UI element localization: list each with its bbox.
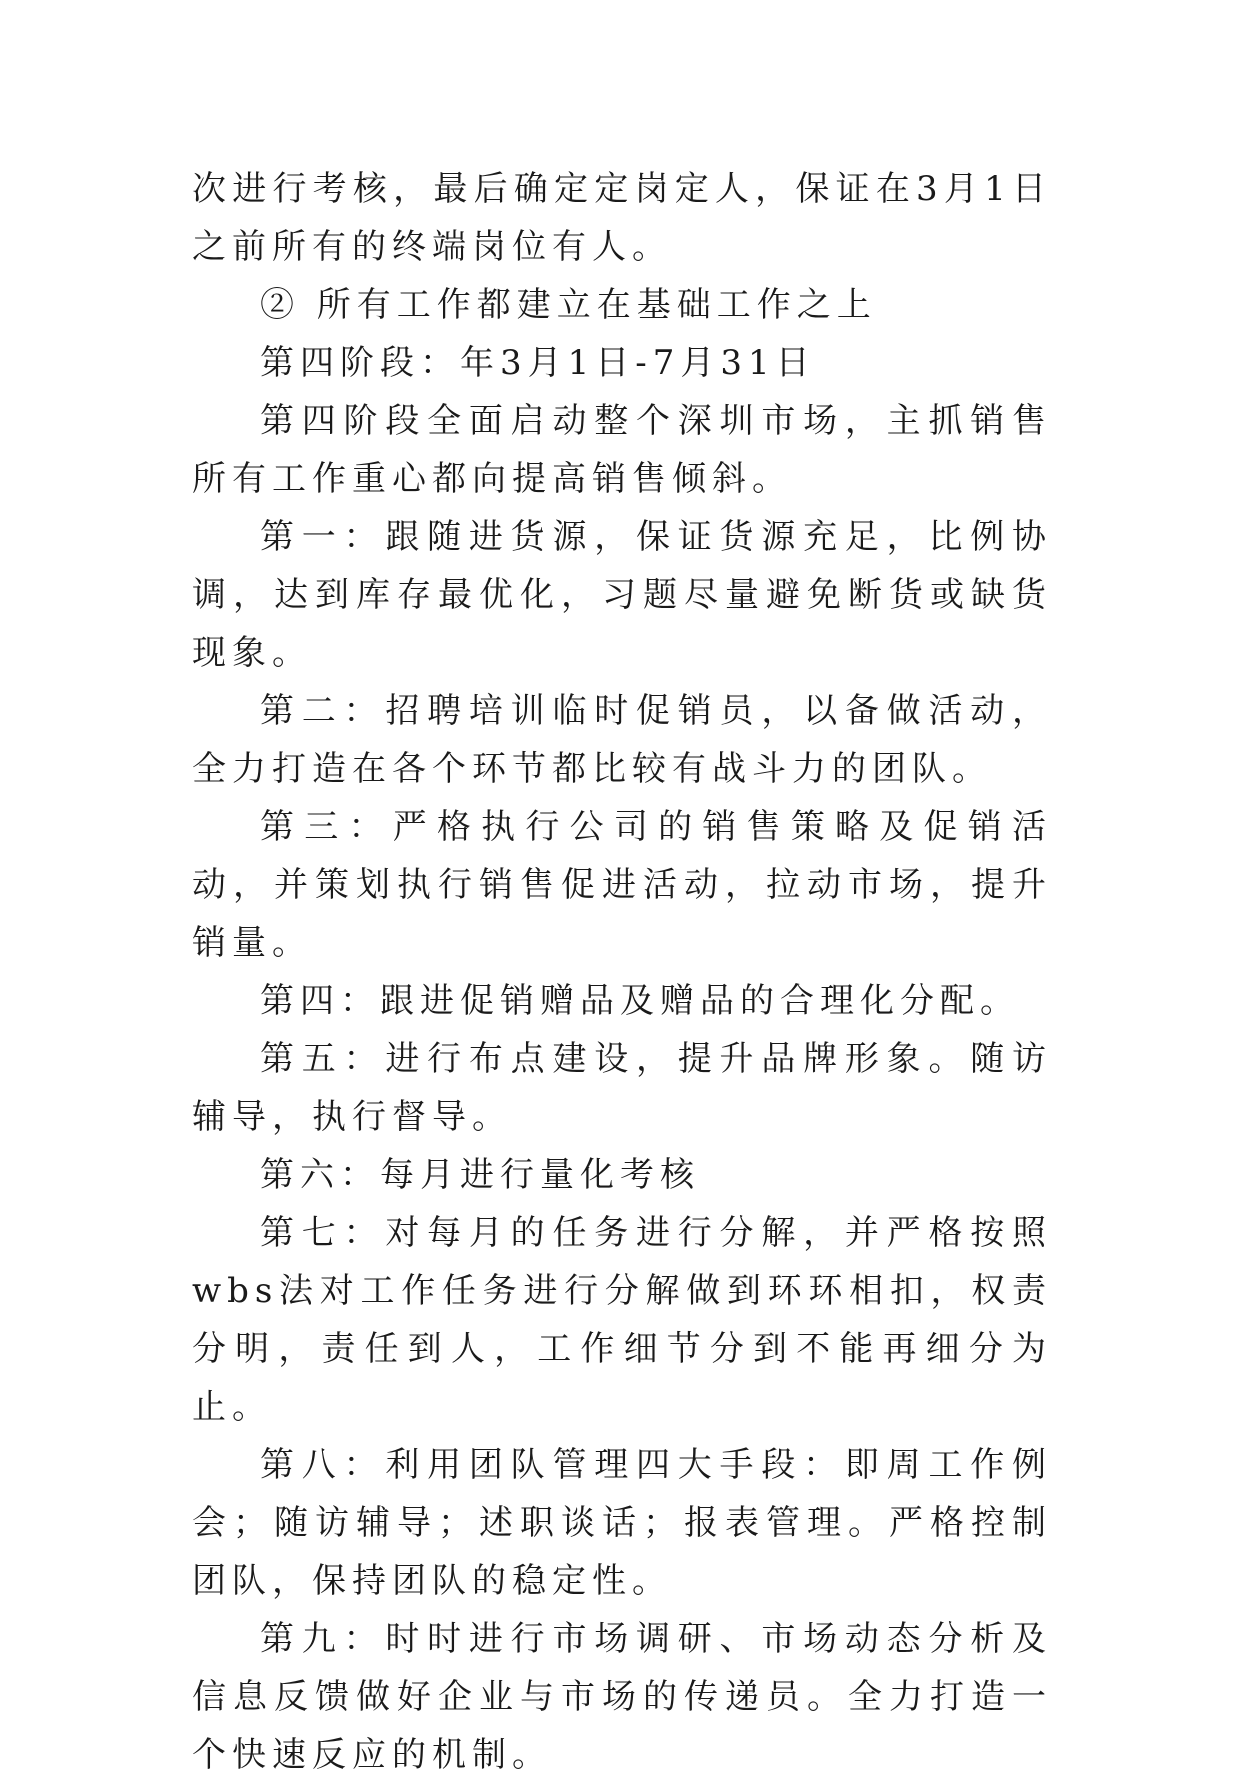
paragraph: 第八：利用团队管理四大手段：即周工作例会；随访辅导；述职谈话；报表管理。严格控制团队，保持团队的稳定性。 [192,1445,1052,1601]
paragraph: 第一：跟随进货源，保证货源充足，比例协调，达到库存最优化，习题尽量避免断货或缺货现象。 [192,517,1052,673]
document-body [192,160,1052,1784]
paragraph: ② 所有工作都建立在基础工作之上 [260,285,877,325]
paragraph: 第四阶段：年3月1日-7月31日 [260,343,816,383]
paragraph: 第二：招聘培训临时促销员，以备做活动，全力打造在各个环节都比较有战斗力的团队。 [192,691,1052,789]
paragraph: 第七：对每月的任务进行分解，并严格按照wbs法对工作任务进行分解做到环环相扣，权责分明，责任到人，工作细节分到不能再细分为止。 [192,1213,1052,1427]
paragraph: 次进行考核，最后确定定岗定人，保证在3月1日之前所有的终端岗位有人。 [192,169,1052,267]
paragraph: 第五：进行布点建设，提升品牌形象。随访辅导，执行督导。 [192,1039,1052,1137]
paragraph: 第九：时时进行市场调研、市场动态分析及信息反馈做好企业与市场的传递员。全力打造一个快速反应的机制。 [192,1619,1052,1775]
paragraph: 第四：跟进促销赠品及赠品的合理化分配。 [260,981,1020,1021]
paragraph: 第六：每月进行量化考核 [260,1155,700,1195]
paragraph: 第四阶段全面启动整个深圳市场，主抓销售所有工作重心都向提高销售倾斜。 [192,401,1052,499]
paragraph: 第三：严格执行公司的销售策略及促销活动，并策划执行销售促进活动，拉动市场，提升销量。 [192,807,1052,963]
